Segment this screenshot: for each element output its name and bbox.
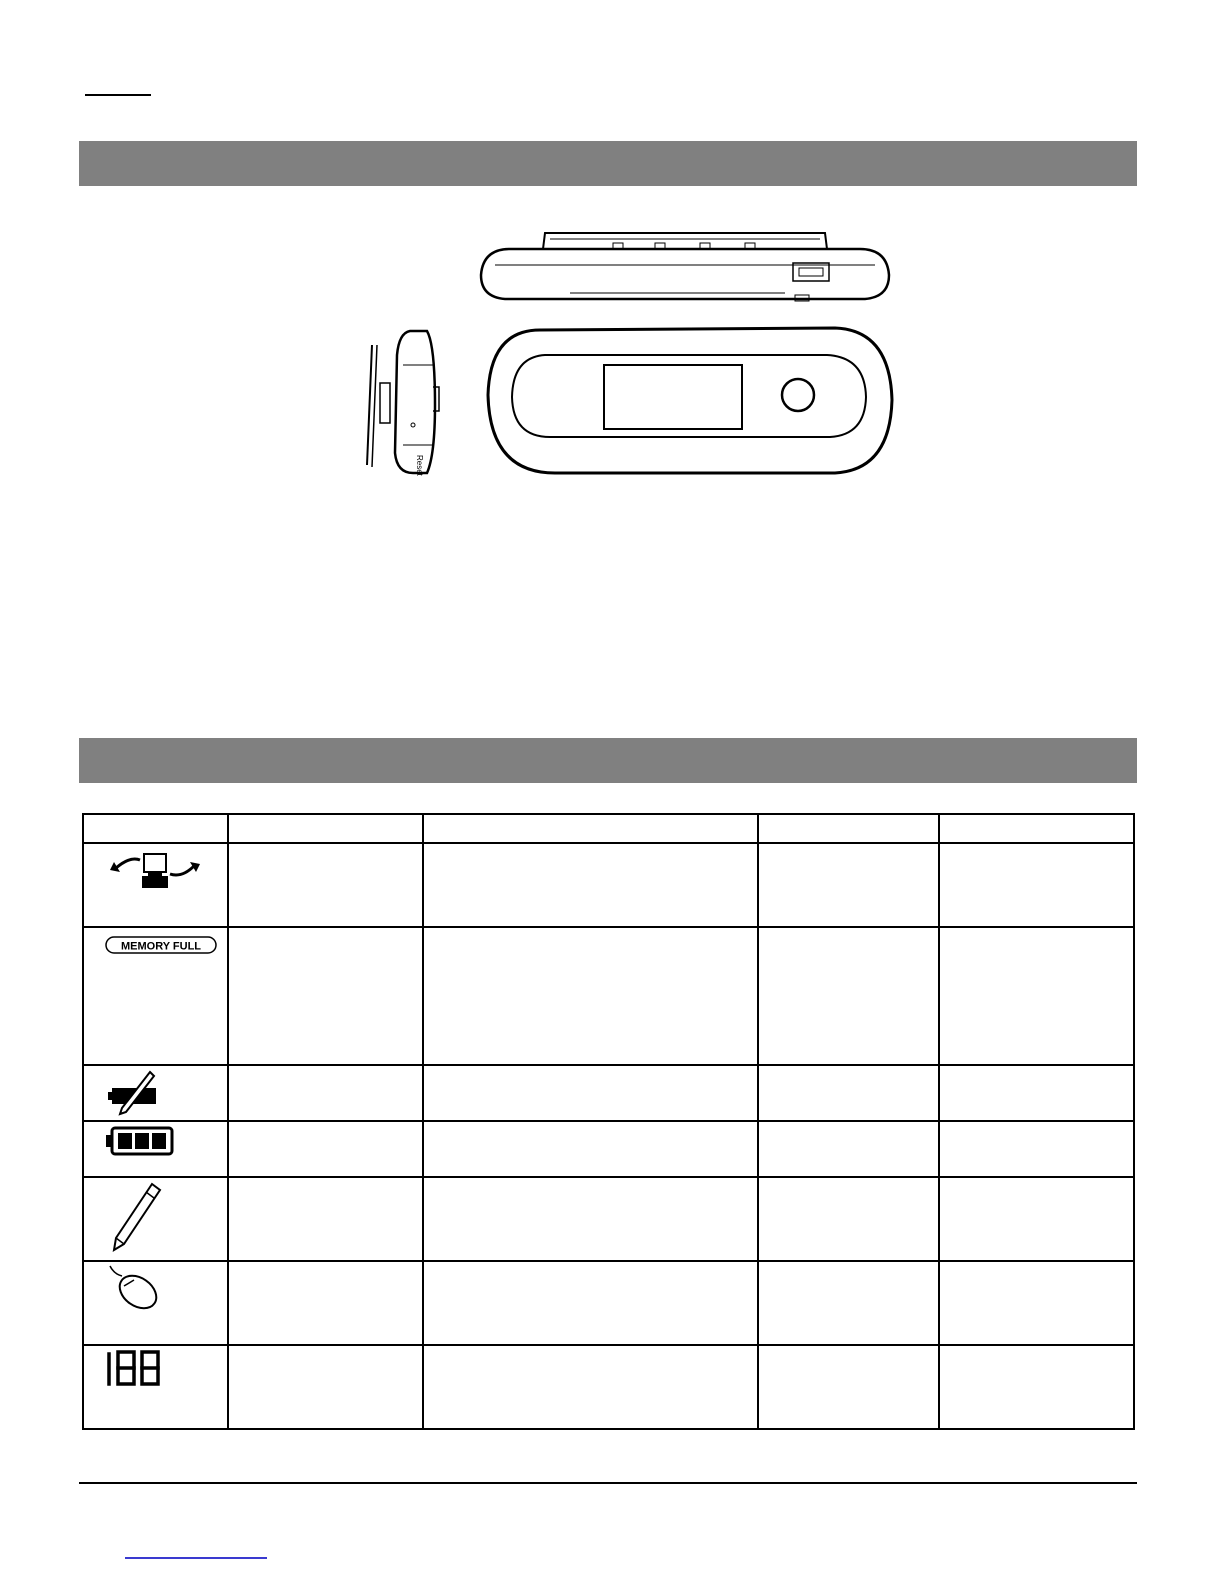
pen-icon (106, 1182, 166, 1254)
table-row (83, 927, 1134, 1065)
table-row (83, 843, 1134, 927)
full-battery-icon (106, 1126, 176, 1160)
device-side-view (367, 331, 439, 477)
icon-legend-table (82, 813, 1135, 1430)
low-battery-pen-icon (108, 1068, 168, 1118)
svg-text:MEMORY FULL: MEMORY FULL (120, 940, 202, 953)
table-header-row (83, 814, 1134, 843)
device-front-view (488, 328, 892, 473)
table-row (83, 1177, 1134, 1261)
footer-rule (79, 1482, 1137, 1484)
table-row (83, 1345, 1134, 1429)
table-row (83, 1261, 1134, 1345)
device-top-view (481, 233, 889, 301)
table-row (83, 1121, 1134, 1177)
memory-full-indicator (104, 934, 224, 958)
section-header-bar-2 (79, 738, 1137, 783)
section-header-bar-1 (79, 141, 1137, 186)
page-number-display-icon (104, 1348, 168, 1392)
device-illustration (355, 215, 900, 480)
table-row (83, 1065, 1134, 1121)
footer-link-underline[interactable] (125, 1557, 267, 1559)
pc-sync-icon (106, 848, 206, 898)
header-underline (85, 94, 151, 96)
mouse-icon (108, 1264, 168, 1314)
reset-label: Reset (415, 455, 424, 476)
